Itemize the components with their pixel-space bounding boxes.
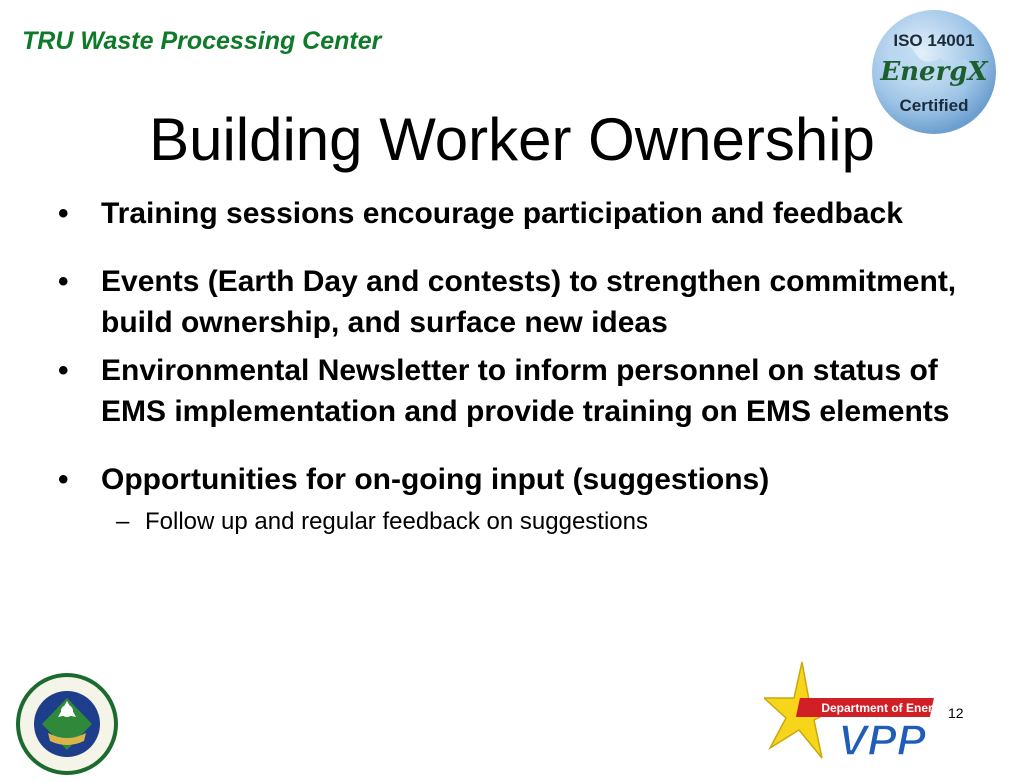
bullet-symbol: • (58, 265, 69, 298)
sub-bullet-item (58, 504, 958, 540)
org-title: TRU Waste Processing Center (22, 27, 382, 55)
bullet-text: Events (Earth Day and contests) to strengthen commitment, build ownership, and surface new ideas (101, 265, 957, 339)
svg-text:Department of Energy: Department of Energy (821, 701, 944, 715)
bullet-symbol: • (58, 354, 69, 387)
bullet-item (58, 261, 958, 343)
bullet-text: Opportunities for on-going input (suggestions) (101, 463, 770, 496)
bullet-item (58, 459, 958, 500)
slide-title: Building Worker Ownership (149, 106, 875, 173)
bullet-item (58, 193, 958, 234)
doe-seal-icon (14, 671, 120, 777)
page-number: 12 (948, 705, 964, 721)
svg-text:VPP: VPP (837, 716, 927, 765)
sub-bullet-symbol: – (116, 508, 130, 535)
svg-text:EnergX: EnergX (880, 57, 988, 87)
bullet-symbol: • (58, 463, 69, 496)
svg-text:Certified: Certified (899, 96, 969, 115)
bullet-text: Training sessions encourage participation and feedback (101, 197, 903, 230)
svg-text:ISO 14001: ISO 14001 (893, 31, 975, 50)
bullet-text: Environmental Newsletter to inform personnel on status of EMS implementation and provide training on EMS elements (101, 354, 950, 428)
bullet-list (58, 193, 958, 540)
bullet-item (58, 350, 958, 432)
sub-bullet-text: Follow up and regular feedback on suggestions (145, 508, 648, 535)
bullet-symbol: • (58, 197, 69, 230)
vpp-logo (764, 660, 944, 766)
